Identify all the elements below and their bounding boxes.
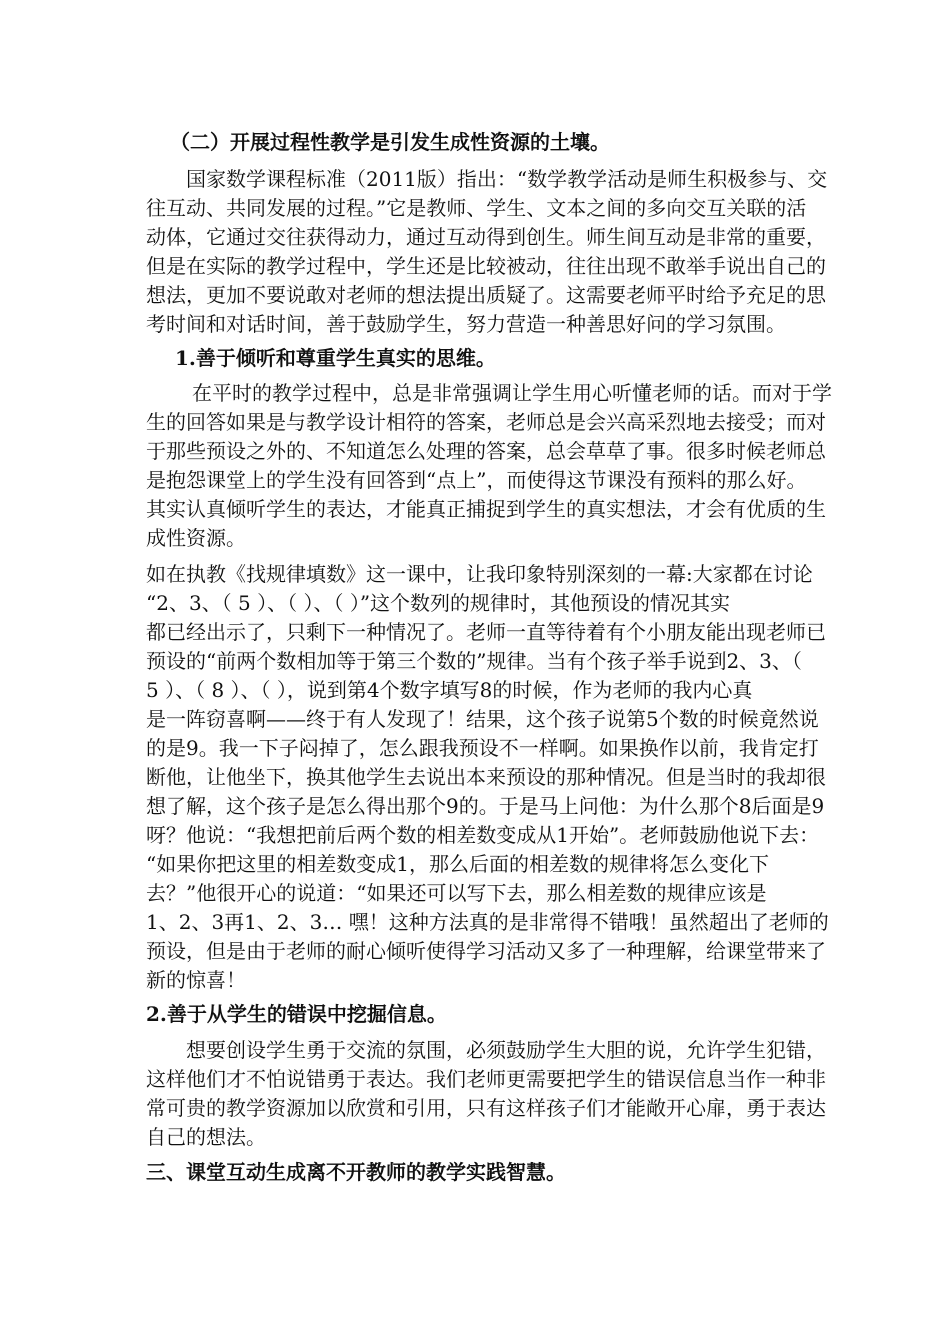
paragraph-line: “2、3、（ 5 ）、（ ）、（ ）”这个数列的规律时，其他预设的情况其实: [146, 591, 731, 615]
paragraph-line: 常可贵的教学资源加以欣赏和引用，只有这样孩子们才能敞开心扉，勇于表达: [146, 1096, 826, 1120]
paragraph-line: 想要创设学生勇于交流的氛围，必须鼓励学生大胆的说，允许学生犯错，: [186, 1038, 826, 1062]
paragraph-line: 是抱怨课堂上的学生没有回答到“点上”，而使得这节课没有预料的那么好。: [146, 468, 807, 492]
paragraph-line: 往互动、共同发展的过程。”它是教师、学生、文本之间的多向交互关联的活: [146, 196, 807, 220]
paragraph-line: 其实认真倾听学生的表达，才能真正捕捉到学生的真实想法，才会有优质的生: [146, 497, 826, 521]
paragraph-line: 国家数学课程标准（2011版）指出：“数学教学活动是师生积极参与、交: [186, 167, 828, 191]
paragraph-line: 这样他们才不怕说错勇于表达。我们老师更需要把学生的错误信息当作一种非: [146, 1067, 826, 1091]
section-heading-3: 三、课堂互动生成离不开教师的教学实践智慧。: [146, 1160, 566, 1184]
paragraph-line: 去？”他很开心的说道：“如果还可以写下去，那么相差数的规律应该是: [146, 881, 767, 905]
paragraph-line: 呀？他说：“我想把前后两个数的相差数变成从1开始”。老师鼓励他说下去：: [146, 823, 820, 847]
sub-heading-1: 1.善于倾听和尊重学生真实的思维。: [175, 346, 496, 370]
paragraph-line: 成性资源。: [146, 526, 246, 550]
paragraph-line: 想了解，这个孩子是怎么得出那个9的。于是马上问他：为什么那个8后面是9: [146, 794, 825, 818]
paragraph-line: 1、2、3再1、2、3… 嘿！这种方法真的是非常得不错哦！虽然超出了老师的: [146, 910, 829, 934]
paragraph-line: 想法，更加不要说敢对老师的想法提出质疑了。这需要老师平时给予充足的思: [146, 283, 826, 307]
paragraph-line: 断他，让他坐下，换其他学生去说出本来预设的那种情况。但是当时的我却很: [146, 765, 826, 789]
paragraph-line: 自己的想法。: [146, 1125, 266, 1149]
paragraph-line: 动体，它通过交往获得动力，通过互动得到创生。师生间互动是非常的重要，: [146, 225, 826, 249]
paragraph-line: 是一阵窃喜啊——终于有人发现了！结果，这个孩子说第5个数的时候竟然说: [146, 707, 819, 731]
paragraph-line: 如在执教《找规律填数》这一课中，让我印象特别深刻的一幕:大家都在讨论: [146, 562, 813, 586]
paragraph-line: 新的惊喜！: [146, 968, 246, 992]
paragraph-line: 5 ）、（ 8 ）、（ ），说到第4个数字填写8的时候，作为老师的我内心真: [146, 678, 753, 702]
paragraph-line: 预设，但是由于老师的耐心倾听使得学习活动又多了一种理解，给课堂带来了: [146, 939, 826, 963]
paragraph-line: 预设的“前两个数相加等于第三个数的”规律。当有个孩子举手说到2、3、（: [146, 649, 802, 673]
paragraph-line: 的是9。我一下子闷掉了，怎么跟我预设不一样啊。如果换作以前，我肯定打: [146, 736, 819, 760]
paragraph-line: 都已经出示了，只剩下一种情况了。老师一直等待着有个小朋友能出现老师已: [146, 620, 826, 644]
paragraph-line: “如果你把这里的相差数变成1，那么后面的相差数的规律将怎么变化下: [146, 852, 769, 876]
paragraph-line: 但是在实际的教学过程中，学生还是比较被动，往往出现不敢举手说出自己的: [146, 254, 826, 278]
section-heading-2: （二）开展过程性教学是引发生成性资源的土壤。: [170, 130, 610, 154]
paragraph-line: 生的回答如果是与教学设计相符的答案，老师总是会兴高采烈地去接受；而对: [146, 410, 826, 434]
paragraph-line: 在平时的教学过程中，总是非常强调让学生用心听懂老师的话。而对于学: [192, 381, 832, 405]
paragraph-line: 考时间和对话时间，善于鼓励学生，努力营造一种善思好问的学习氛围。: [146, 312, 786, 336]
sub-heading-2: 2.善于从学生的错误中挖掘信息。: [146, 1002, 447, 1026]
paragraph-line: 于那些预设之外的、不知道怎么处理的答案，总会草草了事。很多时候老师总: [146, 439, 826, 463]
